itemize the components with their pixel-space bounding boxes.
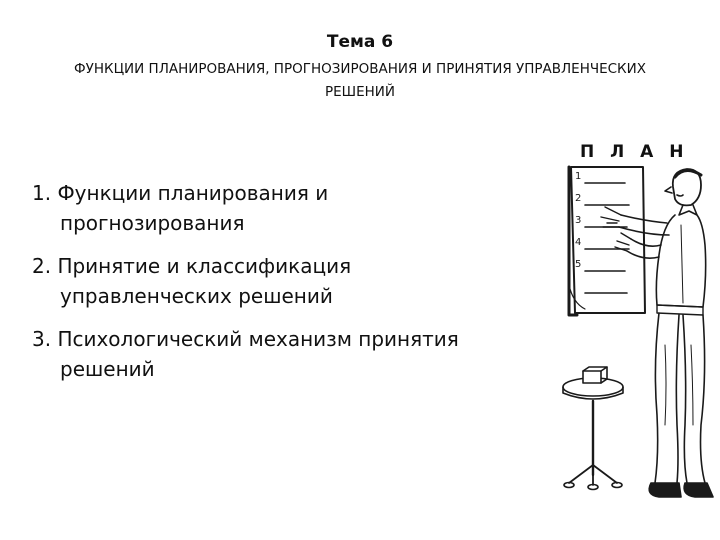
man-with-plan-board-icon xyxy=(555,165,715,525)
side-table xyxy=(563,367,623,490)
board-number-4: 4 xyxy=(575,237,582,248)
man-figure xyxy=(601,169,713,497)
board-number-2: 2 xyxy=(575,193,582,204)
slide-subtitle: ФУНКЦИИ ПЛАНИРОВАНИЯ, ПРОГНОЗИРОВАНИЯ И ПРИНЯТИЯ УПРАВЛЕНЧЕСКИХ РЕШЕНИЙ xyxy=(73,61,646,100)
title-block xyxy=(0,30,720,104)
agenda-item-1: 1. Функции планирования и прогнозирования xyxy=(32,181,329,235)
agenda-item-2: 2. Принятие и классификация управленческих решений xyxy=(32,254,352,308)
board-number-1: 1 xyxy=(575,171,582,182)
topic-title: Тема 6 xyxy=(326,32,394,52)
board-number-5: 5 xyxy=(575,259,582,270)
plan-label: П Л А Н xyxy=(580,142,689,162)
agenda-list xyxy=(32,178,472,397)
board-number-3: 3 xyxy=(575,215,582,226)
agenda-item-3: 3. Психологический механизм принятия решений xyxy=(32,327,459,381)
